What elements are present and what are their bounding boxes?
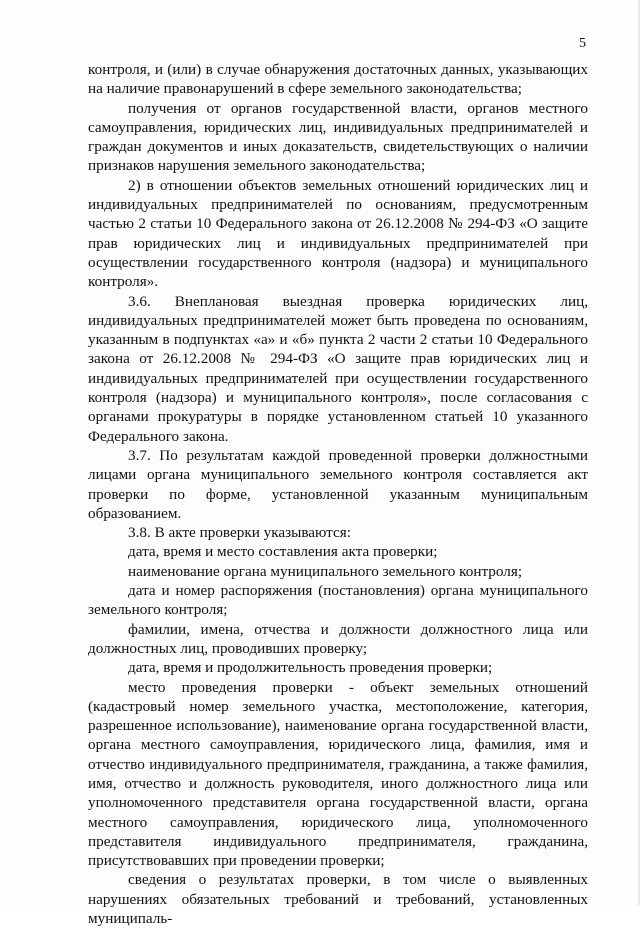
paragraph: получения от органов государственной власти, органов местного самоуправления, юридических лиц, индивидуальных предпринимателей и граждан документов и иных доказательств, свидетельствующих о наличии признаков нарушения земельного законодательства; [88, 99, 588, 175]
paragraph: фамилии, имена, отчества и должности должностного лица или должностных лиц, проводивших проверку; [88, 620, 588, 657]
paragraph: дата, время и продолжительность проведения проверки; [128, 659, 493, 677]
paragraph: наименование органа муниципального земельного контроля; [128, 562, 523, 580]
paragraph: дата и номер распоряжения (постановления) органа муниципального земельного контроля; [88, 582, 588, 619]
paragraph: дата, время и место составления акта проверки; [128, 543, 438, 561]
paragraph: контроля, и (или) в случае обнаружения достаточных данных, указывающих на наличие правонарушений в сфере земельного законодательства; [88, 61, 588, 98]
paragraph: место проведения проверки - объект земельных отношений (кадастровый номер земельного участка, местоположение, категория, разрешенное использование), наименование органа государственной власти, органа местного самоуправления, юридического лица, фамилия, имя и отчество индивидуального предпринимателя, гражданина, а также фамилия, имя, отчество и должность руководителя, иного должностного лица или уполномоченного представителя органа государственной власти, органа местного самоуправления, юридического лица, уполномоченного представителя индивидуального предпринимателя, гражданина, присутствовавших при проведении проверки; [88, 678, 588, 870]
page-number: 5 [579, 36, 586, 51]
document-body [88, 60, 588, 928]
paragraph: 2) в отношении объектов земельных отношений юридических лиц и индивидуальных предпринимателей по основаниям, предусмотренным частью 2 статьи 10 Федерального закона от 26.12.2008 № 294-ФЗ «О защите прав юридических лиц и индивидуальных предпринимателей при осуществлении государственного контроля (надзора) и муниципального контроля». [88, 176, 588, 291]
paragraph: 3.8. В акте проверки указываются: [128, 524, 351, 542]
paragraph: 3.7. По результатам каждой проведенной проверки должностными лицами органа муниципального земельного контроля составляется акт проверки по форме, установленной указанным муниципальным образованием. [88, 446, 588, 522]
paragraph: сведения о результатах проверки, в том числе о выявленных нарушениях обязательных требований и требований, установленных муниципаль- [88, 871, 588, 928]
paragraph: 3.6. Внеплановая выездная проверка юридических лиц, индивидуальных предпринимателей может быть проведена по основаниям, указанным в подпунктах «а» и «б» пункта 2 части 2 статьи 10 Федерального закона от 26.12.2008 № 294-ФЗ «О защите прав юридических лиц и индивидуальных предпринимателей при осуществлении государственного контроля (надзора) и муниципального контроля», после согласования с органами прокуратуры в порядке установленном статьей 10 указанного Федерального закона. [88, 292, 588, 445]
